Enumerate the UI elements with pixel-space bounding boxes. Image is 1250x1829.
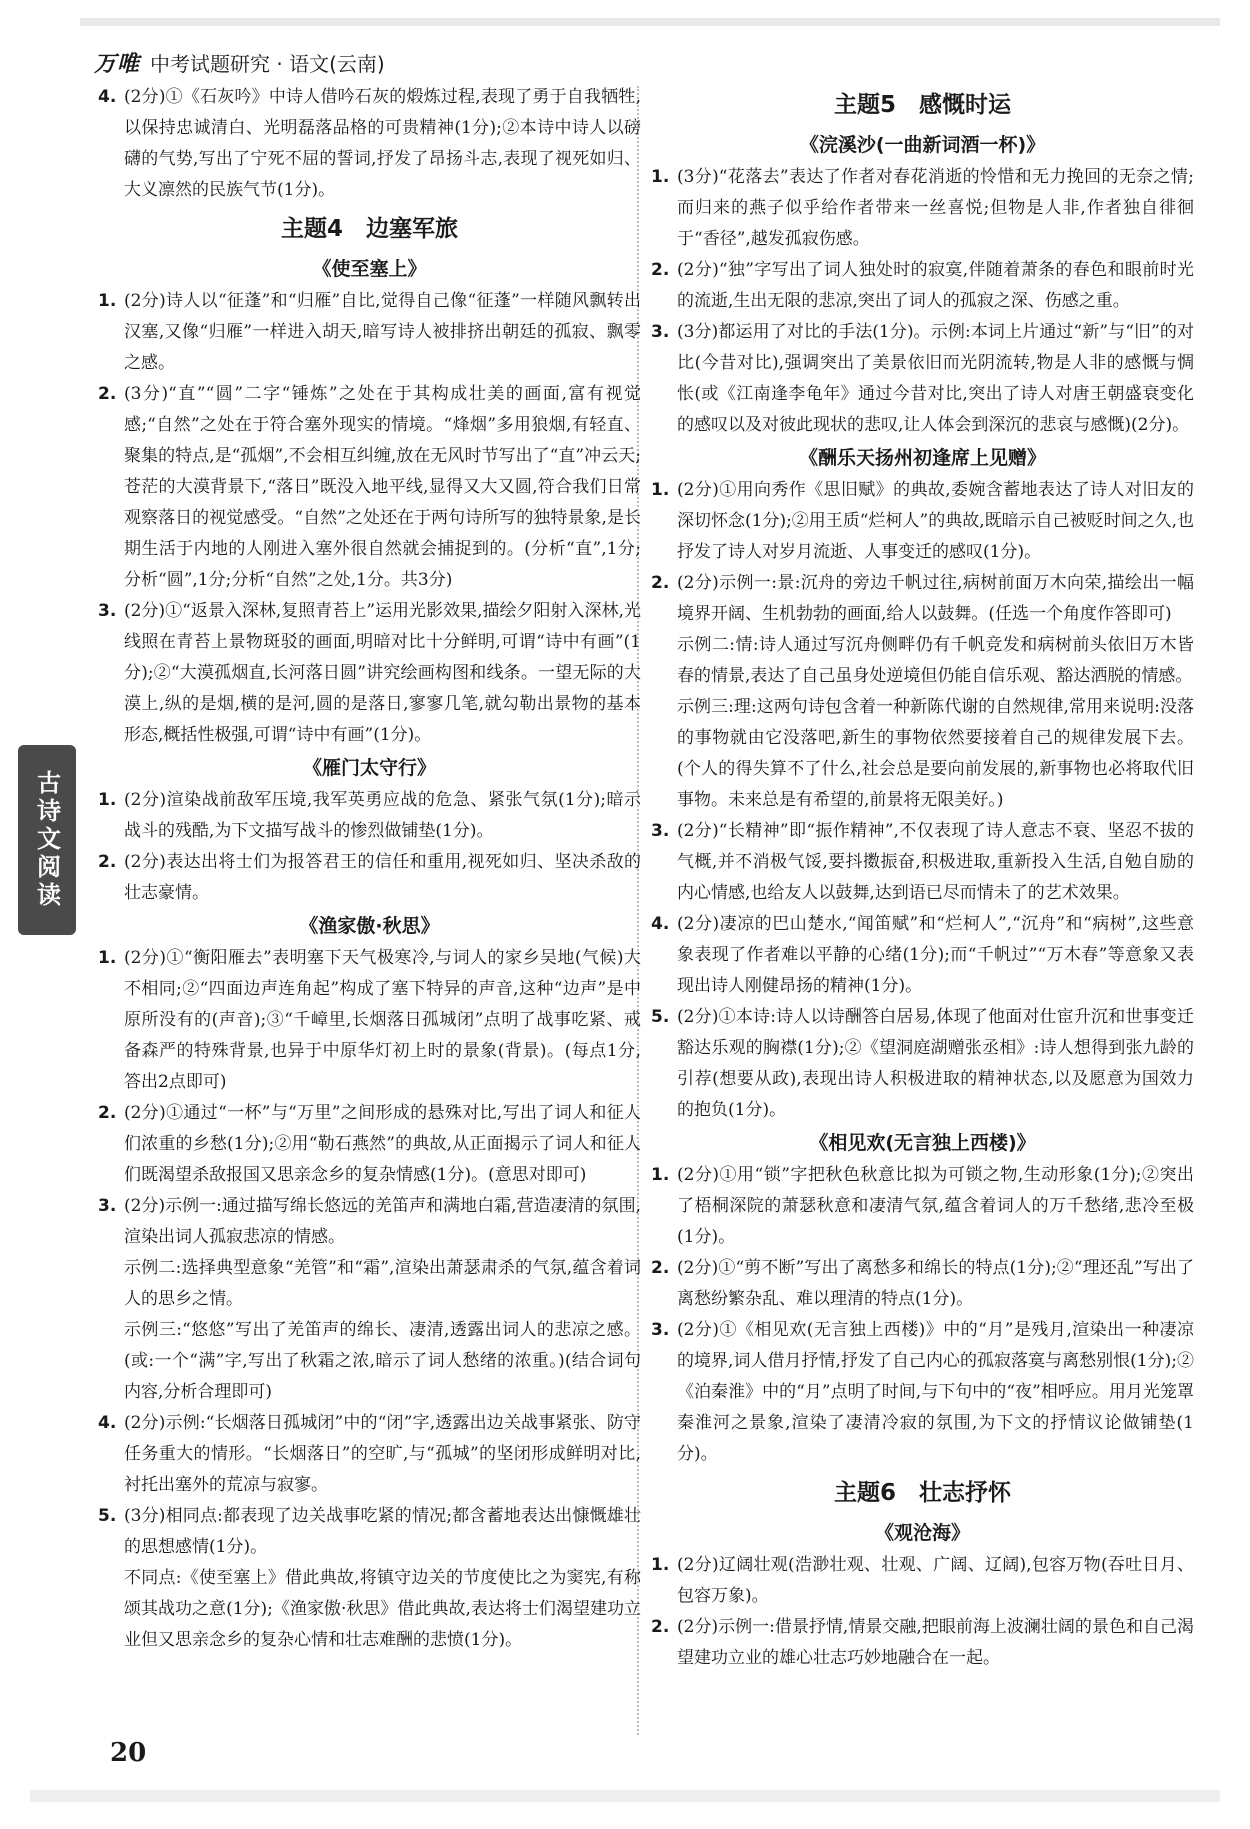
answer-item bbox=[98, 1501, 641, 1563]
answer-text: (2分)①“剪不断”写出了离愁多和绵长的特点(1分);②“理还乱”写出了离愁纷繁杂乱、难以理清的特点(1分)。 bbox=[677, 1258, 1194, 1309]
answer-continuation: 示例三:理:这两句诗包含着一种新陈代谢的自然规律,常用来说明:没落的事物就由它没落吧,新生的事物依然要接着自己的规律发展下去。(个人的得失算不了什么,社会总是要向前发展的,新事物也必将取代旧事物。未来总是有希望的,前景将无限美好。) bbox=[677, 697, 1194, 810]
answer-text: (2分)辽阔壮观(浩渺壮观、壮观、广阔、辽阔),包容万物(吞吐日月、包容万象)。 bbox=[677, 1555, 1194, 1606]
answer-number: 5. bbox=[651, 1007, 670, 1027]
answer-number: 2. bbox=[651, 260, 670, 280]
answer-item bbox=[651, 568, 1194, 630]
answer-number: 1. bbox=[651, 480, 670, 500]
answer-continuation: 示例三:“悠悠”写出了羌笛声的绵长、凄清,透露出词人的悲凉之感。(或:一个“满”字,写出了秋霜之浓,暗示了词人愁绪的浓重。)(结合词句内容,分析合理即可) bbox=[124, 1320, 641, 1402]
answer-item bbox=[651, 816, 1194, 909]
answer-text: (2分)示例一:通过描写绵长悠远的羌笛声和满地白霜,营造凄清的氛围,渲染出词人孤寂悲凉的情感。 bbox=[124, 1196, 641, 1247]
answer-item bbox=[651, 255, 1194, 317]
answer-text: (3分)“花落去”表达了作者对春花消逝的怜惜和无力挽回的无奈之情;而归来的燕子似乎给作者带来一丝喜悦;但物是人非,作者独自徘徊于“香径”,越发孤寂伤感。 bbox=[677, 167, 1194, 249]
answer-text: (2分)表达出将士们为报答君王的信任和重用,视死如归、坚决杀敌的壮志豪情。 bbox=[124, 852, 641, 903]
answer-number: 2. bbox=[98, 1103, 117, 1123]
header-bar bbox=[80, 18, 1220, 26]
answer-continuation: 不同点:《使至塞上》借此典故,将镇守边关的节度使比之为窦宪,有称颂其战功之意(1分);《渔家傲·秋思》借此典故,表达将士们渴望建功立业但又思亲念乡的复杂心情和壮志难酬的悲愤(1分)。 bbox=[124, 1568, 641, 1650]
answer-text: (3分)都运用了对比的手法(1分)。示例:本词上片通过“新”与“旧”的对比(今昔对比),强调突出了美景依旧而光阴流转,物是人非的感慨与惆怅(或《江南逢李龟年》通过今昔对比,突出了诗人对唐王朝盛衰变化的感叹以及对彼此现状的悲叹,让人体会到深沉的悲哀与感慨)(2分)。 bbox=[677, 322, 1194, 435]
answer-item bbox=[651, 1253, 1194, 1315]
answer-item bbox=[98, 286, 641, 379]
answer-item bbox=[98, 943, 641, 1098]
answer-number: 2. bbox=[98, 384, 117, 404]
right-column bbox=[651, 82, 1194, 1674]
answer-text: (2分)“独”字写出了词人独处时的寂寞,伴随着萧条的春色和眼前时光的流逝,生出无限的悲凉,突出了词人的孤寂之深、伤感之重。 bbox=[677, 260, 1194, 311]
section-theme-heading: 主题6 壮志抒怀 bbox=[833, 1480, 1011, 1506]
answer-number: 1. bbox=[651, 167, 670, 187]
answer-number: 1. bbox=[98, 948, 117, 968]
answer-number: 1. bbox=[651, 1555, 670, 1575]
answer-text: (2分)凄凉的巴山楚水,“闻笛赋”和“烂柯人”,“沉舟”和“病树”,这些意象表现了作者难以平静的心绪(1分);而“千帆过”“万木春”等意象又表现出诗人刚健昂扬的精神(1分)。 bbox=[677, 914, 1194, 996]
page-header bbox=[94, 44, 385, 80]
poem-title: 《酬乐天扬州初逢席上见赠》 bbox=[798, 447, 1046, 469]
header-title: 中考试题研究 · 语文(云南) bbox=[150, 51, 385, 76]
answer-text: (2分)①通过“一杯”与“万里”之间形成的悬殊对比,写出了词人和征人们浓重的乡愁(1分);②用“勒石燕然”的典故,从正面揭示了词人和征人们既渴望杀敌报国又思亲念乡的复杂情感(1分)。(意思对即可) bbox=[124, 1103, 641, 1185]
section-theme-heading: 主题5 感慨时运 bbox=[833, 92, 1011, 118]
answer-item bbox=[98, 1191, 641, 1253]
answer-item bbox=[651, 1160, 1194, 1253]
left-column bbox=[98, 82, 641, 1656]
answer-text: (2分)①本诗:诗人以诗酬答白居易,体现了他面对仕宦升沉和世事变迁豁达乐观的胸襟(1分);②《望洞庭湖赠张丞相》:诗人想得到张九龄的引荐(想要从政),表现出诗人积极进取的精神状态,以及愿意为国效力的抱负(1分)。 bbox=[677, 1007, 1194, 1120]
answer-number: 4. bbox=[98, 1413, 117, 1433]
answer-number: 3. bbox=[651, 821, 670, 841]
poem-title: 《渔家傲·秋思》 bbox=[299, 915, 440, 937]
answer-number: 3. bbox=[651, 322, 670, 342]
answer-continuation: 示例二:选择典型意象“羌管”和“霜”,渲染出萧瑟肃杀的气氛,蕴含着词人的思乡之情。 bbox=[124, 1258, 641, 1309]
answer-number: 5. bbox=[98, 1506, 117, 1526]
answer-number: 3. bbox=[98, 1196, 117, 1216]
poem-title: 《相见欢(无言独上西楼)》 bbox=[809, 1132, 1036, 1154]
answer-item bbox=[651, 317, 1194, 441]
answer-text: (2分)①《石灰吟》中诗人借吟石灰的煅炼过程,表现了勇于自我牺牲,以保持忠诚清白、光明磊落品格的可贵精神(1分);②本诗中诗人以磅礴的气势,写出了宁死不屈的誓词,抒发了昂扬斗志,表现了视死如归、大义凛然的民族气节(1分)。 bbox=[124, 87, 641, 200]
section-theme-heading: 主题4 边塞军旅 bbox=[280, 216, 458, 242]
answer-item bbox=[98, 82, 641, 206]
answer-text: (2分)①“衡阳雁去”表明塞下天气极寒冷,与词人的家乡吴地(气候)大不相同;②“四面边声连角起”构成了塞下特异的声音,这种“边声”是中原所没有的(声音);③“千嶂里,长烟落日孤城闭”点明了战事吃紧、戒备森严的特殊背景,也异于中原华灯初上时的景象(背景)。(每点1分,答出2点即可) bbox=[124, 948, 641, 1092]
answer-item bbox=[651, 1315, 1194, 1470]
answer-text: (2分)诗人以“征蓬”和“归雁”自比,觉得自己像“征蓬”一样随风飘转出汉塞,又像“归雁”一样进入胡天,暗写诗人被排挤出朝廷的孤寂、飘零之感。 bbox=[124, 291, 641, 373]
poem-title: 《雁门太守行》 bbox=[302, 757, 436, 779]
answer-item bbox=[651, 162, 1194, 255]
answer-number: 2. bbox=[651, 573, 670, 593]
answer-number: 1. bbox=[98, 291, 117, 311]
answer-text: (2分)“长精神”即“振作精神”,不仅表现了诗人意志不衰、坚忍不拔的气概,并不消极气馁,要抖擞振奋,积极进取,重新投入生活,自勉自励的内心情感,也给友人以鼓舞,达到语已尽而情未了的艺术效果。 bbox=[677, 821, 1194, 903]
footer-bar bbox=[30, 1790, 1220, 1802]
side-tab-section: 古诗文阅读 bbox=[18, 745, 76, 935]
answer-item bbox=[98, 1098, 641, 1191]
poem-title: 《观沧海》 bbox=[874, 1522, 970, 1544]
brand-logo: 万唯 bbox=[94, 51, 141, 77]
answer-number: 2. bbox=[651, 1258, 670, 1278]
answer-text: (3分)相同点:都表现了边关战事吃紧的情况;都含蓄地表达出慷慨雄壮的思想感情(1分)。 bbox=[124, 1506, 641, 1557]
answer-text: (2分)①用“锁”字把秋色秋意比拟为可锁之物,生动形象(1分);②突出了梧桐深院的萧瑟秋意和凄清气氛,蕴含着词人的万千愁绪,悲冷至极(1分)。 bbox=[677, 1165, 1194, 1247]
answer-text: (2分)示例一:景:沉舟的旁边千帆过往,病树前面万木向荣,描绘出一幅境界开阔、生机勃勃的画面,给人以鼓舞。(任选一个角度作答即可) bbox=[677, 573, 1194, 624]
answer-text: (2分)示例一:借景抒情,情景交融,把眼前海上波澜壮阔的景色和自己渴望建功立业的雄心壮志巧妙地融合在一起。 bbox=[677, 1617, 1194, 1668]
answer-item bbox=[98, 379, 641, 596]
poem-title: 《使至塞上》 bbox=[312, 258, 427, 280]
answer-number: 3. bbox=[651, 1320, 670, 1340]
answer-item bbox=[651, 909, 1194, 1002]
answer-text: (2分)渲染战前敌军压境,我军英勇应战的危急、紧张气氛(1分);暗示战斗的残酷,为下文描写战斗的惨烈做铺垫(1分)。 bbox=[124, 790, 641, 841]
answer-number: 4. bbox=[98, 87, 117, 107]
answer-text: (3分)“直”“圆”二字“锤炼”之处在于其构成壮美的画面,富有视觉感;“自然”之处在于符合塞外现实的情境。“烽烟”多用狼烟,有轻直、聚集的特点,是“孤烟”,不会相互纠缠,放在无风时节写出了“直”冲云天;苍茫的大漠背景下,“落日”既没入地平线,显得又大又圆,符合我们日常观察落日的视觉感受。“自然”之处还在于两句诗所写的独特景象,是长期生活于内地的人刚进入塞外很自然就会捕捉到的。(分析“直”,1分;分析“圆”,1分;分析“自然”之处,1分。共3分) bbox=[124, 384, 641, 590]
answer-item bbox=[98, 596, 641, 751]
answer-number: 2. bbox=[651, 1617, 670, 1637]
answer-item bbox=[98, 785, 641, 847]
answer-item bbox=[651, 1612, 1194, 1674]
answer-number: 2. bbox=[98, 852, 117, 872]
answer-item bbox=[98, 847, 641, 909]
poem-title: 《浣溪沙(一曲新词酒一杯)》 bbox=[799, 134, 1046, 156]
answer-number: 3. bbox=[98, 601, 117, 621]
answer-item bbox=[651, 1550, 1194, 1612]
answer-item bbox=[651, 475, 1194, 568]
page-number: 20 bbox=[110, 1738, 147, 1768]
answer-item bbox=[651, 1002, 1194, 1126]
answer-text: (2分)①《相见欢(无言独上西楼)》中的“月”是残月,渲染出一种凄凉的境界,词人借月抒情,抒发了自己内心的孤寂落寞与离愁别恨(1分);②《泊秦淮》中的“月”点明了时间,与下句中的“夜”相呼应。用月光笼罩秦淮河之景象,渲染了凄清冷寂的氛围,为下文的抒情议论做铺垫(1分)。 bbox=[677, 1320, 1194, 1464]
answer-continuation: 示例二:情:诗人通过写沉舟侧畔仍有千帆竞发和病树前头依旧万木皆春的情景,表达了自己虽身处逆境但仍能自信乐观、豁达洒脱的情感。 bbox=[677, 635, 1194, 686]
answer-text: (2分)①用向秀作《思旧赋》的典故,委婉含蓄地表达了诗人对旧友的深切怀念(1分);②用王质“烂柯人”的典故,既暗示自己被贬时间之久,也抒发了诗人对岁月流逝、人事变迁的感叹(1分)。 bbox=[677, 480, 1194, 562]
answer-text: (2分)①“返景入深林,复照青苔上”运用光影效果,描绘夕阳射入深林,光线照在青苔上景物斑驳的画面,明暗对比十分鲜明,可谓“诗中有画”(1分);②“大漠孤烟直,长河落日圆”讲究绘画构图和线条。一望无际的大漠上,纵的是烟,横的是河,圆的是落日,寥寥几笔,就勾勒出景物的基本形态,概括性极强,可谓“诗中有画”(1分)。 bbox=[124, 601, 641, 745]
answer-text: (2分)示例:“长烟落日孤城闭”中的“闭”字,透露出边关战事紧张、防守任务重大的情形。“长烟落日”的空旷,与“孤城”的坚闭形成鲜明对比,衬托出塞外的荒凉与寂寥。 bbox=[124, 1413, 641, 1495]
answer-number: 1. bbox=[98, 790, 117, 810]
answer-item bbox=[98, 1408, 641, 1501]
answer-number: 4. bbox=[651, 914, 670, 934]
answer-number: 1. bbox=[651, 1165, 670, 1185]
